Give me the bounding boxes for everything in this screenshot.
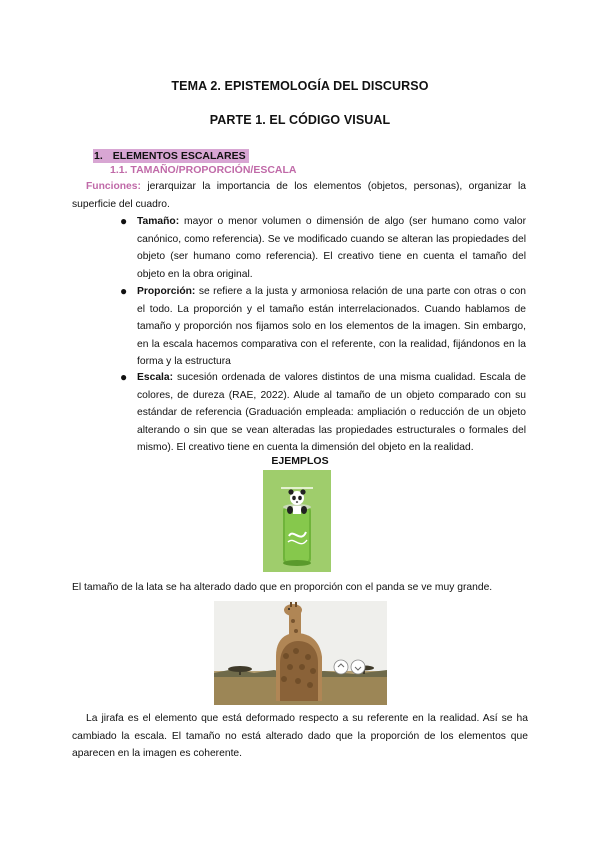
bullet-text: se refiere a la justa y armoniosa relación de una parte con otras o con el todo. La proporción y el tamaño están interrelacionados. Cuando hablamos de tamaño y proporción nos fijamos solo en los elementos de la imagen. Sin embargo, en la escala hacemos comparativa con el referente, con la realidad, fijándonos en la forma y la estructura xyxy=(137,286,526,368)
bullet-term: Escala: xyxy=(137,372,174,383)
section-number: 1. xyxy=(94,150,103,162)
bullet-item-proporcion xyxy=(137,283,526,371)
can-panda-illustration xyxy=(263,470,331,572)
bullet-item-tamano xyxy=(137,213,526,283)
document-title: TEMA 2. EPISTEMOLOGÍA DEL DISCURSO xyxy=(171,79,429,93)
funciones-paragraph xyxy=(72,178,526,213)
subsection-heading: 1.1. TAMAÑO/PROPORCIÓN/ESCALA xyxy=(110,164,297,176)
part-title: PARTE 1. EL CÓDIGO VISUAL xyxy=(209,113,391,127)
giraffe-savanna-image xyxy=(214,601,387,705)
bullet-text: mayor o menor volumen o dimensión de algo (ser humano como valor canónico, como referencia). Se ve modificado cuando se alteran las propiedades del objeto (ser humano como referencia). El creativo tiene en cuenta el tamaño del objeto en la obra original. xyxy=(137,216,526,280)
section-heading-highlight xyxy=(93,149,249,163)
can-panda-image xyxy=(263,470,331,572)
bullet-icon: ● xyxy=(120,370,128,384)
caption-can-panda: El tamaño de la lata se ha alterado dado que en proporción con el panda se ve muy grande. xyxy=(72,582,493,593)
caption-giraffe: La jirafa es el elemento que está deformado respecto a su referente en la realidad. Así se ha cambiado la escala. El tamaño no está alterado dado que la proporción de los elementos que aparecen en la imagen es coherente. xyxy=(72,713,528,760)
funciones-text: jerarquizar la importancia de los elementos (objetos, personas), organizar la superficie del cuadro. xyxy=(72,181,526,210)
section-heading xyxy=(93,149,249,163)
bullet-term: Proporción: xyxy=(137,286,196,297)
funciones-label: Funciones: xyxy=(86,181,141,192)
bullet-text: sucesión ordenada de valores distintos de una misma cualidad. Escala de colores, de dureza (RAE, 2022). Alude al tamaño de un objeto comparado con su estándar de referencia (Graduación empleada: ampliación o reducción de un objeto alterando o sin que se vean alteradas las propiedades estructurales o formales del mismo). El creativo tiene en cuenta la dimensión del objeto en la realidad. xyxy=(137,372,526,454)
section-label: ELEMENTOS ESCALARES xyxy=(112,150,246,162)
giraffe-illustration xyxy=(214,601,387,705)
bullet-term: Tamaño: xyxy=(137,216,180,227)
bullet-item-escala xyxy=(137,369,526,457)
bullet-icon: ● xyxy=(120,284,128,298)
bullet-icon: ● xyxy=(120,214,128,228)
examples-title: EJEMPLOS xyxy=(271,455,329,467)
